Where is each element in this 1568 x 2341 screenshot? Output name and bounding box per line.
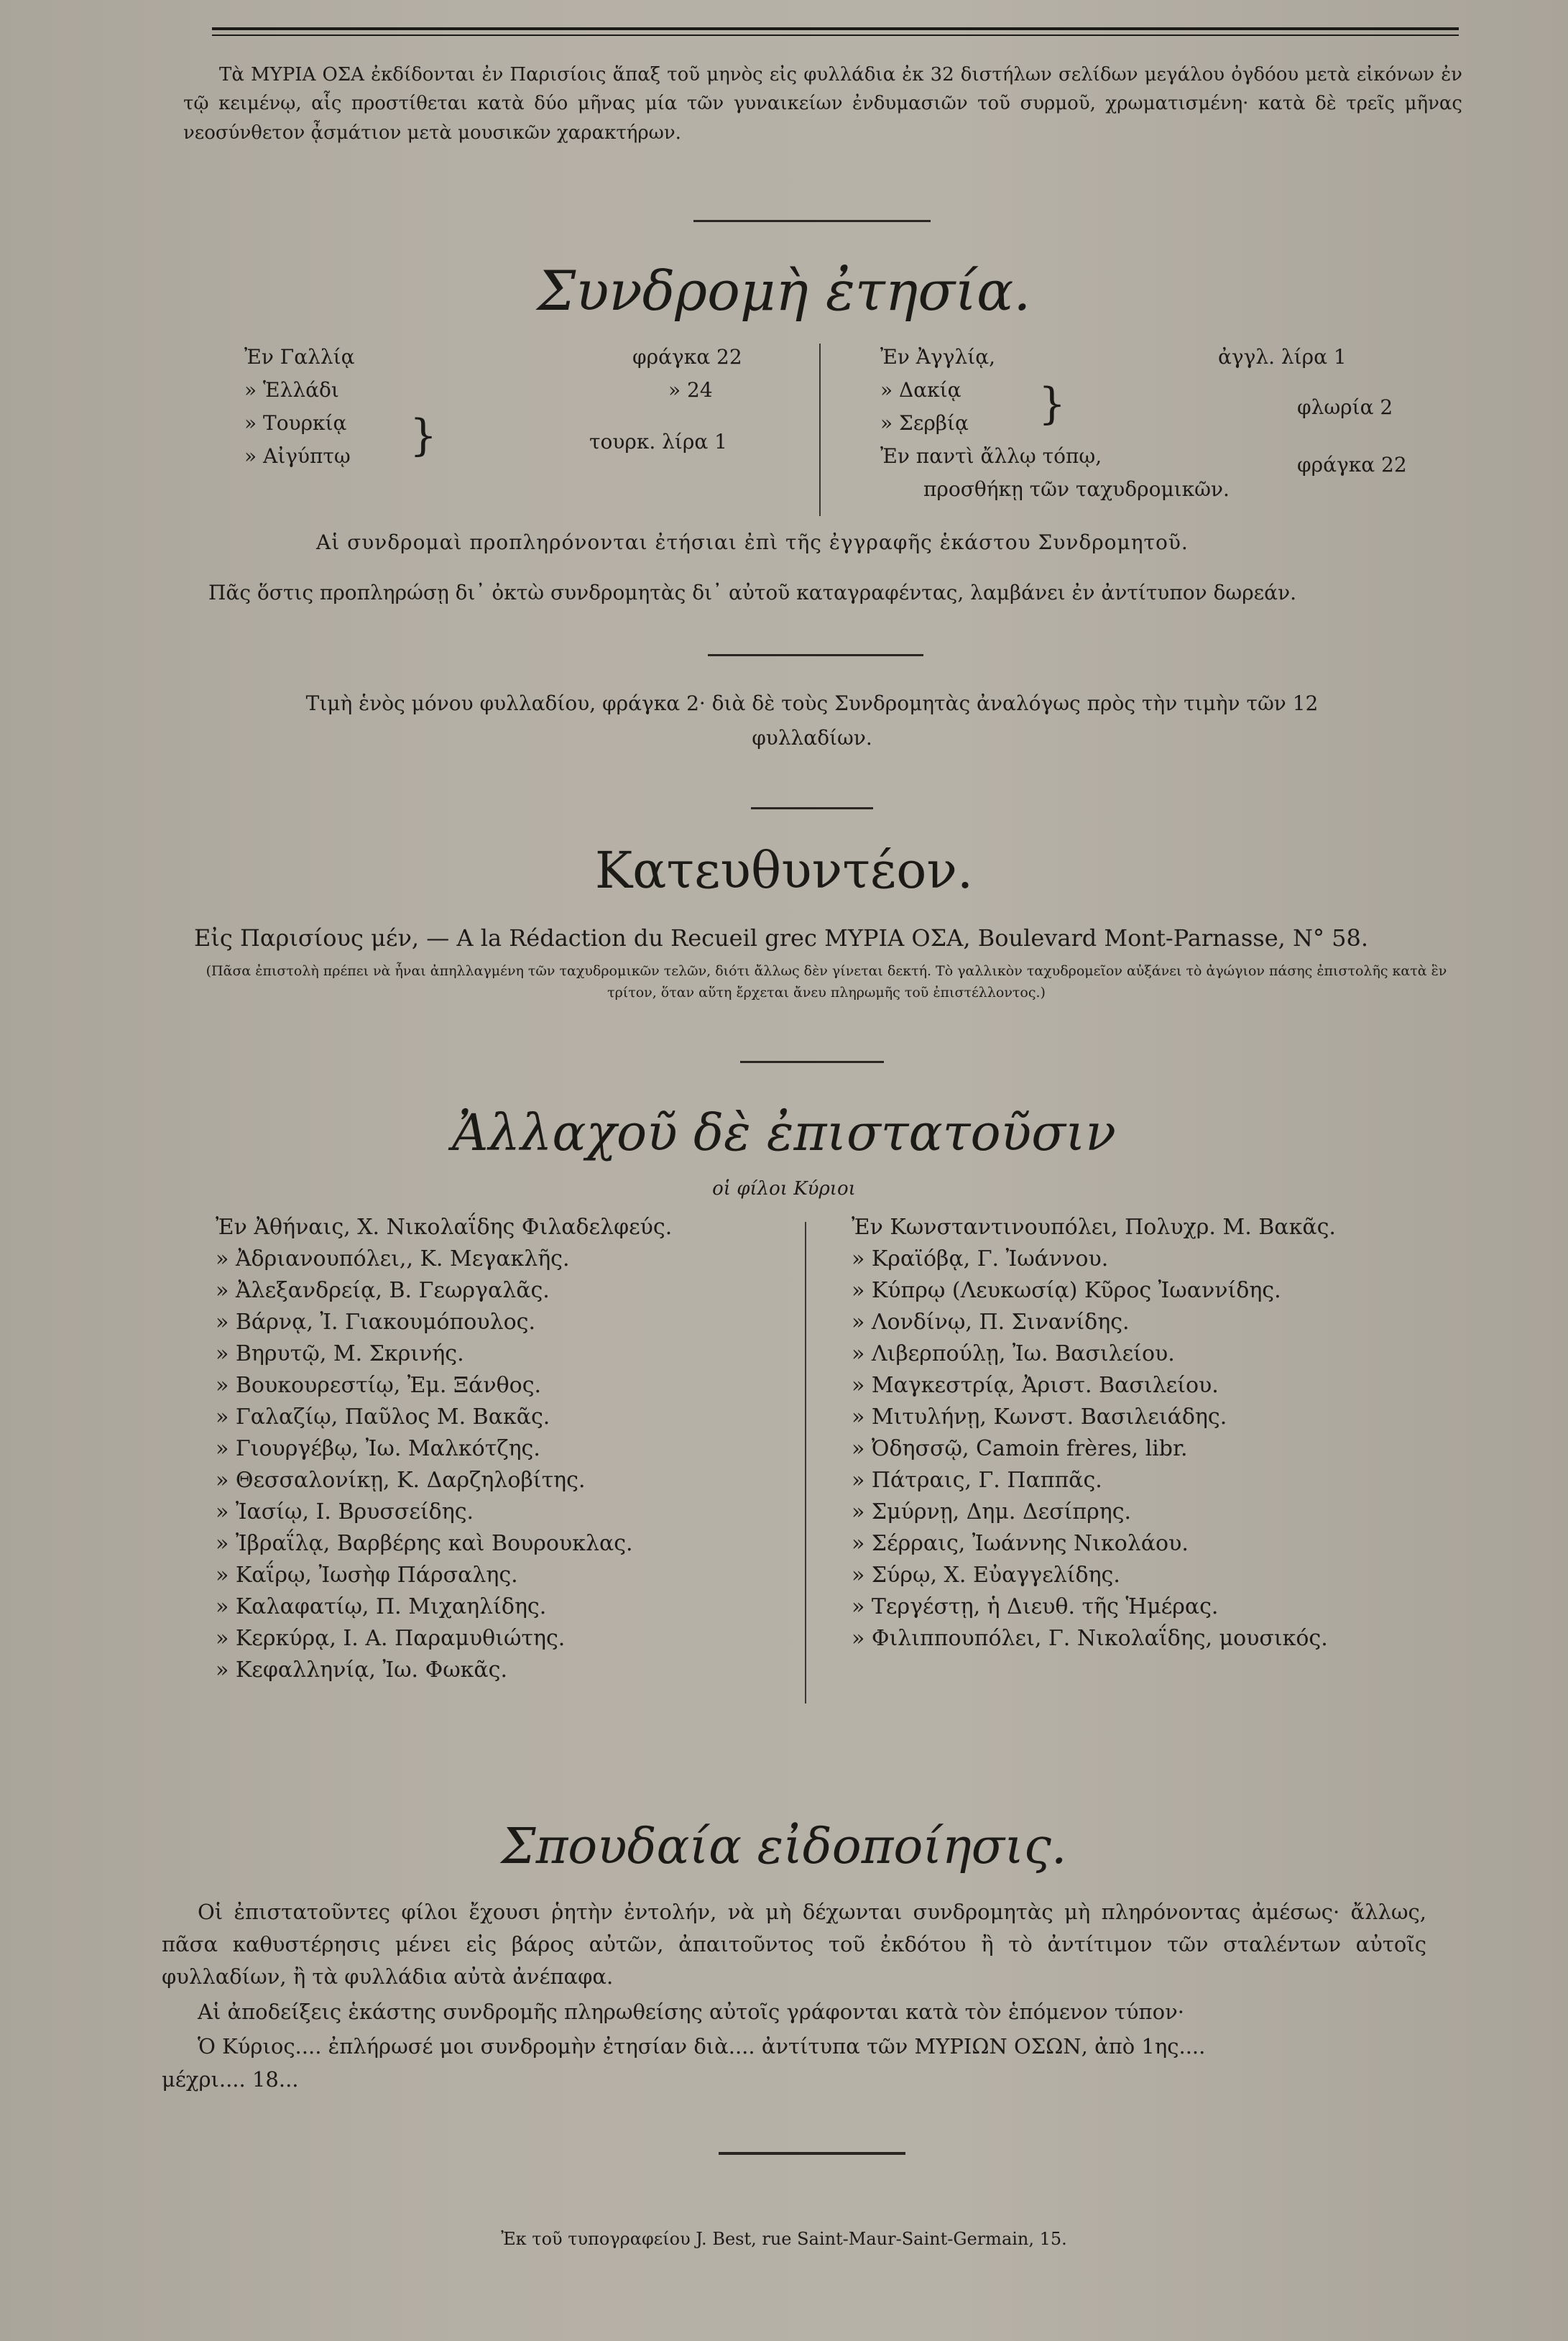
subscription-row: προσθήκῃ τῶν ταχυδρομικῶν. — [923, 477, 1230, 501]
subscription-group-price: τουρκ. λίρα 1 — [589, 430, 727, 454]
agent-entry: » Κραϊόβᾳ, Γ. Ἰωάννου. — [852, 1246, 1109, 1271]
group-brace: } — [410, 410, 438, 461]
agent-entry: » Λονδίνῳ, Π. Σινανίδης. — [852, 1310, 1130, 1335]
subscription-row: Ἐν παντὶ ἄλλῳ τόπῳ, — [880, 444, 1102, 468]
agent-entry: » Βουκουρεστίῳ, Ἐμ. Ξάνθος. — [216, 1373, 542, 1398]
directions-title: Κατευθυντέον. — [594, 841, 974, 900]
subscription-note: Αἱ συνδρομαὶ προπληρόνονται ἐτήσιαι ἐπὶ τῆς ἐγγραφῆς ἑκάστου Συνδρομητοῦ. — [316, 530, 1189, 554]
subscription-row: » Ἑλλάδι — [244, 378, 339, 402]
notice-paragraph: Αἱ ἀποδείξεις ἑκάστης συνδρομῆς πληρωθείσης αὐτοῖς γράφονται κατὰ τὸν ἑπόμενον τύπον· — [198, 2000, 1184, 2024]
agent-entry: » Ὀδησσῷ, Camoin frères, libr. — [852, 1436, 1188, 1461]
agent-entry: » Ἰασίῳ, Ι. Βρυσσείδης. — [216, 1499, 474, 1524]
top-rule — [212, 27, 1459, 30]
subscription-row: » Δακίᾳ — [880, 378, 961, 402]
notice-paragraph: μέχρι.... 18... — [162, 2067, 299, 2092]
agent-entry: » Βάρνᾳ, Ἰ. Γιακουμόπουλος. — [216, 1310, 535, 1335]
notice-paragraph: Ὁ Κύριος.... ἐπλήρωσέ μοι συνδρομὴν ἐτησίαν διὰ.... ἀντίτυπα τῶν ΜΥΡΙΩΝ ΟΣΩΝ, ἀπὸ 1ης.... — [198, 2034, 1206, 2059]
agent-entry: Ἐν Κωνσταντινουπόλει, Πολυχρ. Μ. Βακᾶς. — [852, 1215, 1336, 1240]
section-divider — [751, 807, 873, 809]
agent-entry: » Λιβερπούλῃ, Ἰω. Βασιλείου. — [852, 1341, 1175, 1366]
agent-entry: Ἐν Ἀθήναις, Χ. Νικολαΐδης Φιλαδελφεύς. — [216, 1215, 673, 1240]
subscription-left-list — [244, 345, 790, 489]
agent-entry: » Μιτυλήνῃ, Κωνστ. Βασιλειάδης. — [852, 1404, 1227, 1430]
agents-column-separator — [805, 1222, 806, 1703]
subscription-price: » 24 — [668, 378, 713, 402]
section-divider — [740, 1061, 884, 1063]
notice-title: Σπουδαία εἰδοποίησις. — [501, 1818, 1067, 1875]
agents-subtitle: οἱ φίλοι Κύριοι — [712, 1178, 856, 1200]
agent-entry: » Βηρυτῷ, Μ. Σκρινής. — [216, 1341, 464, 1366]
agent-entry: » Κεφαλληνίᾳ, Ἰω. Φωκᾶς. — [216, 1657, 508, 1683]
agents-right-list — [852, 1212, 1484, 1655]
top-rule-thin — [212, 35, 1459, 36]
subscription-row: Ἐν Ἀγγλίᾳ, — [880, 345, 996, 369]
group-brace: } — [1038, 379, 1066, 429]
subscription-price: φράγκα 22 — [632, 345, 742, 369]
subscription-row: Ἐν Γαλλίᾳ — [244, 345, 355, 369]
agent-entry: » Καλαφατίῳ, Π. Μιχαηλίδης. — [216, 1594, 547, 1619]
intro-paragraph: Τὰ ΜΥΡΙΑ ΟΣΑ ἐκδίδονται ἐν Παρισίοις ἅπαξ τοῦ μηνὸς εἰς φυλλάδια ἐκ 32 διστήλων σελίδων μεγάλου ὀγδόου μετὰ εἰκόνων ἐν τῷ κειμένῳ, αἷς προστίθεται κατὰ δύο μῆνας μία τῶν γυναικείων ἐνδυμασιῶν τοῦ συρμοῦ, χρωματισμένη· κατὰ δὲ τρεῖς μῆνας νεοσύνθετον ᾆσμάτιον μετὰ μουσικῶν χαρακτήρων. — [183, 64, 1462, 144]
agent-entry: » Κύπρῳ (Λευκωσίᾳ) Κῦρος Ἰωαννίδης. — [852, 1278, 1281, 1303]
agent-entry: » Σμύρνῃ, Δημ. Δεσίπρης. — [852, 1499, 1132, 1524]
agent-entry: » Ἀδριανουπόλει,, Κ. Μεγακλῆς. — [216, 1246, 570, 1271]
agent-entry: » Καΐρῳ, Ἰωσὴφ Πάρσαλης. — [216, 1563, 518, 1588]
subscription-price: φράγκα 22 — [1297, 453, 1407, 477]
agent-entry: » Ἀλεξανδρείᾳ, Β. Γεωργαλᾶς. — [216, 1278, 550, 1303]
agent-entry: » Πάτραις, Γ. Παππᾶς. — [852, 1468, 1102, 1493]
agent-entry: » Μαγκεστρίᾳ, Ἀριστ. Βασιλείου. — [852, 1373, 1219, 1398]
subscription-group-price: φλωρία 2 — [1297, 395, 1393, 419]
directions-address: Εἰς Παρισίους μέν, — A la Rédaction du Recueil grec ΜΥΡΙΑ ΟΣΑ, Boulevard Mont-Parnasse, N° 58. — [194, 924, 1369, 952]
agents-title: Ἀλλαχοῦ δὲ ἐπιστατοῦσιν — [452, 1103, 1116, 1162]
agent-entry: » Ἰβραΐλᾳ, Βαρβέρης καὶ Βουρουκλας. — [216, 1531, 633, 1556]
subscription-column-separator — [819, 344, 821, 516]
subscription-note: Πᾶς ὅστις προπληρώσῃ δι᾽ ὀκτὼ συνδρομητὰς δι᾽ αὐτοῦ καταγραφέντας, λαμβάνει ἐν ἀντίτυπον δωρεάν. — [208, 581, 1296, 604]
agent-entry: » Γιουργέβῳ, Ἰω. Μαλκότζης. — [216, 1436, 540, 1461]
section-divider — [719, 2152, 905, 2155]
price-note: Τιμὴ ἑνὸς μόνου φυλλαδίου, φράγκα 2· διὰ δὲ τοὺς Συνδρομητὰς ἀναλόγως πρὸς τὴν τιμὴν τῶν 12 φυλλαδίων. — [305, 691, 1319, 750]
agent-entry: » Γαλαζίῳ, Παῦλος Μ. Βακᾶς. — [216, 1404, 550, 1430]
section-divider — [693, 220, 931, 222]
subscription-right-list — [880, 345, 1455, 518]
agent-entry: » Κερκύρᾳ, Ι. Α. Παραμυθιώτης. — [216, 1626, 566, 1651]
subscription-row: » Σερβίᾳ — [880, 411, 969, 435]
agents-left-list — [216, 1212, 790, 1686]
subscription-price: ἀγγλ. λίρα 1 — [1218, 345, 1347, 369]
agent-entry: » Σύρῳ, Χ. Εὐαγγελίδης. — [852, 1563, 1120, 1588]
agent-entry: » Θεσσαλονίκῃ, Κ. Δαρζηλοβίτης. — [216, 1468, 586, 1493]
printer-imprint: Ἐκ τοῦ τυπογραφείου J. Best, rue Saint-Maur-Saint-Germain, 15. — [501, 2229, 1067, 2249]
subscription-title: Συνδρομὴ ἐτησία. — [537, 259, 1031, 323]
subscription-row: » Τουρκίᾳ — [244, 411, 347, 435]
agent-entry: » Σέρραις, Ἰωάννης Νικολάου. — [852, 1531, 1189, 1556]
notice-paragraph: Οἱ ἐπιστατοῦντες φίλοι ἔχουσι ῥητὴν ἐντολήν, νὰ μὴ δέχωνται συνδρομητὰς μὴ πληρόνοντας ἀμέσως· ἄλλως, πᾶσα καθυστέρησις μένει εἰς βάρος αὐτῶν, ἀπαιτοῦντος τοῦ ἐκδότου ἢ τὸ ἀντίτιμον τῶν σταλέντων αὐτοῖς φυλλαδίων, ἢ τὰ φυλλάδια αὐτὰ ἀνέπαφα. — [162, 1900, 1426, 1989]
agent-entry: » Τεργέστῃ, ἡ Διευθ. τῆς Ἡμέρας. — [852, 1594, 1219, 1619]
subscription-row: » Αἰγύπτῳ — [244, 444, 351, 468]
agent-entry: » Φιλιππουπόλει, Γ. Νικολαΐδης, μουσικός. — [852, 1626, 1328, 1651]
directions-note: (Πᾶσα ἐπιστολὴ πρέπει νὰ ἦναι ἀπηλλαγμένη τῶν ταχυδρομικῶν τελῶν, διότι ἄλλως δὲν γίνεται δεκτή. Τὸ γαλλικὸν ταχυδρομεῖον αὐξάνει τὸ ἀγώγιον πάσης ἐπιστολῆς κατὰ ἓν τρίτον, ὅταν αὕτη ἔρχεται ἄνευ πληρωμῆς τοῦ ἐπιστέλλοντος.) — [206, 963, 1447, 1001]
section-divider — [708, 654, 923, 656]
